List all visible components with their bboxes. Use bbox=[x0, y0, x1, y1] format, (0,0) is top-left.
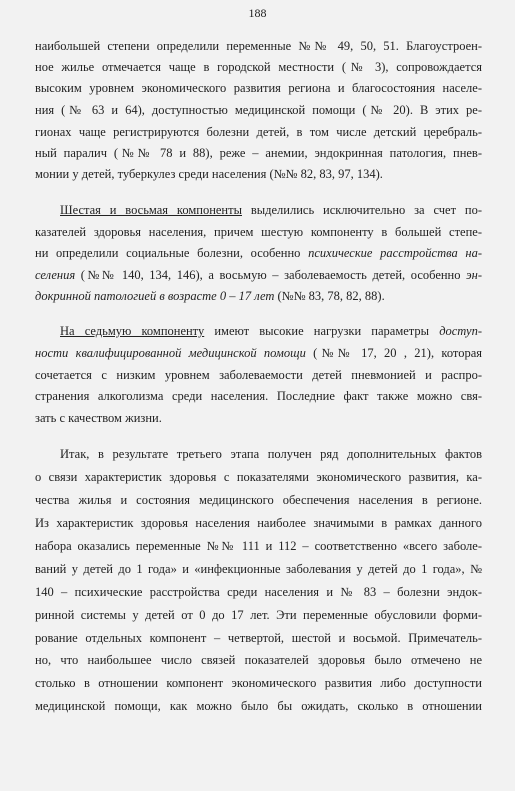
text-line bbox=[35, 202, 482, 218]
text-segment: ное жилье отмечается чаще в городской местности (№ 3), сопровождается bbox=[35, 60, 482, 74]
text-segment: зать с качеством жизни. bbox=[35, 411, 162, 425]
text-segment: медицинской помощи, как можно было бы ожидать, сколько в отношении bbox=[35, 699, 482, 713]
text-line bbox=[35, 166, 482, 182]
text-segment: ни определили социальные болезни, особенно bbox=[35, 246, 309, 260]
text-segment: (№№ 140, 134, 146), а восьмую – заболеваемость детей, особенно bbox=[75, 268, 467, 282]
text-segment: монии у детей, туберкулез среди населения (№№ 82, 83, 97, 134). bbox=[35, 167, 383, 181]
text-segment: рование отдельных компонент – четвертой, шестой и восьмой. Примечатель- bbox=[35, 631, 482, 645]
text-line bbox=[35, 323, 482, 339]
text-line bbox=[35, 698, 482, 714]
page-number: 188 bbox=[248, 6, 267, 20]
text-segment: ваний у детей до 1 года» и «инфекционные заболевания у детей до 1 года», № bbox=[35, 562, 482, 576]
text-segment: высоким уровнем экономического развития региона и благосостояния населе- bbox=[35, 81, 482, 95]
italic-phrase: психические расстройства на- bbox=[308, 246, 482, 260]
text-segment: о связи характеристик здоровья с показателями экономического развития, ка- bbox=[35, 470, 482, 484]
text-line bbox=[35, 630, 482, 646]
text-segment: ния (№ 63 и 64), доступностью медицинской помощи (№ 20). В этих ре- bbox=[35, 103, 482, 117]
text-line bbox=[35, 388, 482, 404]
text-line bbox=[35, 561, 482, 577]
text-segment: столько в отношении компонент экономического развития либо доступности bbox=[35, 676, 482, 690]
text-segment: набора оказались переменные №№ 111 и 112 – соответственно «всего заболе- bbox=[35, 539, 482, 553]
text-line bbox=[35, 446, 482, 462]
text-line bbox=[35, 245, 482, 261]
text-segment: странения алкоголизма среди населения. Последние факт также можно свя- bbox=[35, 389, 482, 403]
text-segment: казателей здоровья населения, причем шестую компоненту в большей степе- bbox=[35, 225, 482, 239]
italic-phrase: эн- bbox=[466, 268, 482, 282]
text-line bbox=[35, 675, 482, 691]
text-line bbox=[35, 102, 482, 118]
text-line bbox=[35, 367, 482, 383]
text-line bbox=[35, 345, 482, 361]
text-line bbox=[35, 38, 482, 54]
text-segment: чества жилья и состояния медицинского обеспечения населения в регионе. bbox=[35, 493, 482, 507]
text-segment: 140 – психические расстройства среди населения и № 83 – болезни эндок- bbox=[35, 585, 482, 599]
text-segment: наибольшей степени определили переменные №№ 49, 50, 51. Благоустроен- bbox=[35, 39, 482, 53]
italic-phrase: докринной патологией в возрасте 0 – 17 лет bbox=[35, 289, 275, 303]
text-segment: выделились исключительно за счет по- bbox=[242, 203, 482, 217]
text-segment: сочетается с низким уровнем заболеваемости детей пневмонией и распро- bbox=[35, 368, 482, 382]
text-line bbox=[35, 538, 482, 554]
text-line bbox=[35, 59, 482, 75]
text-segment: ринной системы у детей от 0 до 17 лет. Эти переменные обусловили форми- bbox=[35, 608, 482, 622]
text-line bbox=[35, 124, 482, 140]
text-segment: (№№ 83, 78, 82, 88). bbox=[274, 289, 385, 303]
italic-phrase: селения bbox=[35, 268, 76, 282]
text-line bbox=[35, 410, 482, 426]
text-line bbox=[35, 145, 482, 161]
text-line bbox=[35, 469, 482, 485]
underlined-phrase: На седьмую компоненту bbox=[60, 324, 205, 338]
text-segment: Итак, в результате третьего этапа получен ряд дополнительных фактов bbox=[60, 447, 482, 461]
text-segment: ный паралич (№№ 78 и 88), реже – анемии, эндокринная патология, пнев- bbox=[35, 146, 482, 160]
text-segment: Из характеристик здоровья населения наиболее значимыми в рамках данного bbox=[35, 516, 482, 530]
text-line bbox=[35, 652, 482, 668]
text-line bbox=[35, 288, 482, 304]
text-segment: (№№ 17, 20 , 21), которая bbox=[305, 346, 482, 360]
text-line bbox=[35, 584, 482, 600]
italic-phrase: доступ- bbox=[439, 324, 482, 338]
text-segment: но, что наибольшее число связей показателей здоровья было отмечено не bbox=[35, 653, 482, 667]
text-segment: гионах чаще регистрируются болезни детей, в том числе детский церебраль- bbox=[35, 125, 482, 139]
italic-phrase: ности квалифицированной медицинской помощи bbox=[35, 346, 306, 360]
text-line bbox=[35, 224, 482, 240]
text-line bbox=[35, 607, 482, 623]
text-line bbox=[35, 492, 482, 508]
text-line bbox=[35, 515, 482, 531]
text-line bbox=[35, 267, 482, 283]
text-line bbox=[35, 80, 482, 96]
underlined-phrase: Шестая и восьмая компоненты bbox=[60, 203, 242, 217]
text-segment: имеют высокие нагрузки параметры bbox=[204, 324, 440, 338]
